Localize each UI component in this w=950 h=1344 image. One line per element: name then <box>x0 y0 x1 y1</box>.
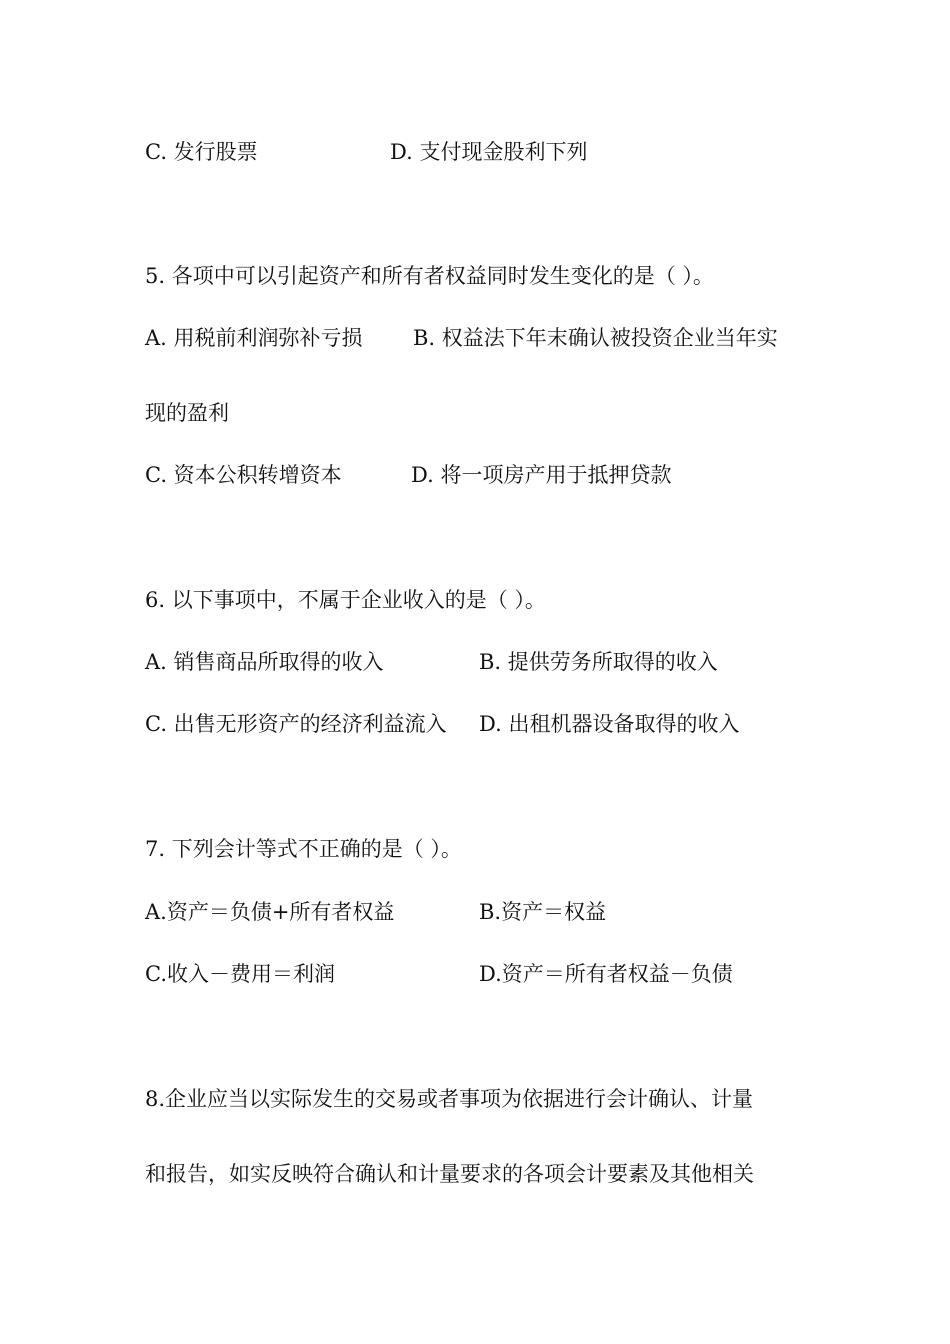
q7-option-a: A.资产＝负债+所有者权益 <box>145 900 395 924</box>
q7-stem: 7. 下列会计等式不正确的是（ ）。 <box>145 837 462 861</box>
q6-option-c: C. 出售无形资产的经济利益流入 <box>145 712 447 736</box>
q4-option-c: C. 发行股票 <box>145 140 258 164</box>
q7-option-c: C.收入－费用＝利润 <box>145 962 335 986</box>
q5-option-b-continued: 现的盈利 <box>145 401 229 425</box>
q5-stem: 5. 各项中可以引起资产和所有者权益同时发生变化的是（ ）。 <box>145 264 714 288</box>
q5-option-d: D. 将一项房产用于抵押贷款 <box>411 463 672 487</box>
q4-option-d: D. 支付现金股利下列 <box>390 140 588 164</box>
q6-option-a: A. 销售商品所取得的收入 <box>145 650 384 674</box>
q7-option-b: B.资产＝权益 <box>479 900 607 924</box>
q5-option-b: B. 权益法下年末确认被投资企业当年实 <box>413 326 778 350</box>
q5-option-a: A. 用税前利润弥补亏损 <box>145 326 363 350</box>
q8-line-1: 8.企业应当以实际发生的交易或者事项为依据进行会计确认、计量 <box>145 1087 754 1111</box>
q5-option-c: C. 资本公积转增资本 <box>145 463 342 487</box>
q6-option-d: D. 出租机器设备取得的收入 <box>479 712 740 736</box>
q8-line-2: 和报告，如实反映符合确认和计量要求的各项会计要素及其他相关 <box>145 1162 754 1186</box>
q7-option-d: D.资产＝所有者权益－负债 <box>479 962 733 986</box>
q6-stem: 6. 以下事项中，不属于企业收入的是（ ）。 <box>145 588 546 612</box>
q6-option-b: B. 提供劳务所取得的收入 <box>479 650 718 674</box>
